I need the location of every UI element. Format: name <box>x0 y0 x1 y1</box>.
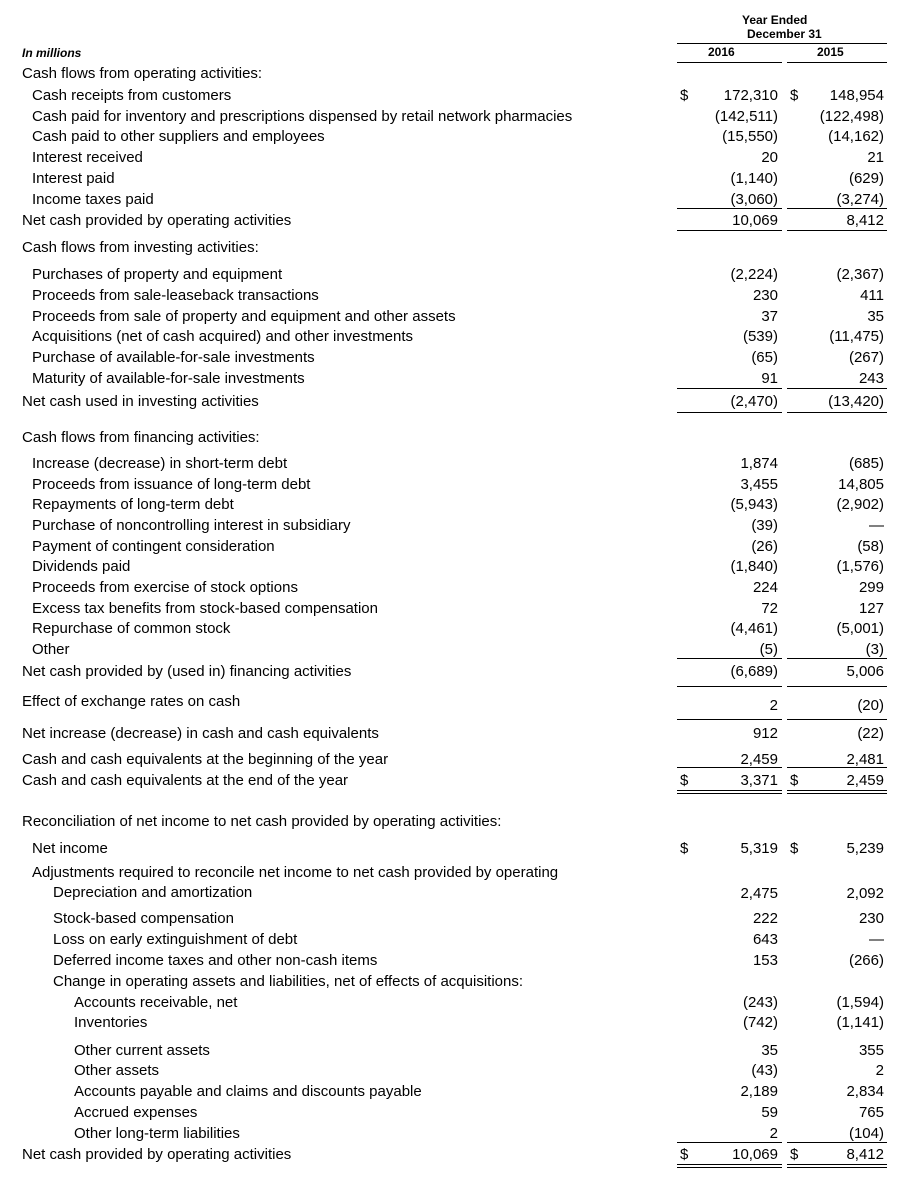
value-2016: 2 <box>769 1125 778 1142</box>
row-label: Net cash provided by (used in) financing activities <box>22 663 352 680</box>
value-2015: 148,954 <box>829 87 884 104</box>
value-2015: (5,001) <box>836 620 884 637</box>
value-2016: 1,874 <box>740 455 778 472</box>
row-label: Net cash used in investing activities <box>22 393 259 410</box>
value-2016: (1,840) <box>730 558 778 575</box>
value-2015: (1,594) <box>836 994 884 1011</box>
dollar-sign-2015: $ <box>790 840 799 857</box>
row-label: Accounts payable and claims and discounts payable <box>74 1083 422 1100</box>
value-2016: (2,224) <box>730 266 778 283</box>
row-label: Repayments of long-term debt <box>32 496 234 513</box>
row-label: Interest paid <box>32 170 115 187</box>
value-2015: (11,475) <box>829 328 884 345</box>
table-row <box>0 839 906 859</box>
value-2016: 35 <box>761 1042 778 1059</box>
row-label: Proceeds from sale of property and equipment and other assets <box>32 308 456 325</box>
value-2015: (122,498) <box>819 108 884 125</box>
row-label: Reconciliation of net income to net cash provided by operating activities: <box>22 813 502 830</box>
dollar-sign-2016: $ <box>680 840 689 857</box>
table-row <box>0 454 906 474</box>
table-row <box>0 599 906 619</box>
value-2016: (65) <box>751 349 778 366</box>
value-2015: (685) <box>848 455 884 472</box>
row-label: Accrued expenses <box>74 1104 198 1121</box>
value-2016: 5,319 <box>740 840 778 857</box>
rule-line <box>677 1164 782 1165</box>
value-2015: 35 <box>867 308 884 325</box>
row-label: Loss on early extinguishment of debt <box>53 931 298 948</box>
row-label: Cash flows from financing activities: <box>22 429 260 446</box>
value-2016: 10,069 <box>732 1146 778 1163</box>
value-2015: (22) <box>857 725 884 742</box>
rule-line <box>677 767 782 768</box>
table-row <box>0 619 906 639</box>
rule-line <box>677 1167 782 1168</box>
table-row <box>0 64 906 84</box>
rule-line <box>677 658 782 659</box>
value-2016: 230 <box>752 287 778 304</box>
header-col-2015: 2015 <box>817 45 844 59</box>
row-label: Adjustments required to reconcile net income to net cash provided by operating <box>32 864 559 881</box>
rule-line <box>677 412 782 413</box>
rule-line <box>787 719 887 720</box>
rule-line <box>787 767 887 768</box>
table-row <box>0 369 906 389</box>
rule-line <box>677 719 782 720</box>
value-2015: 230 <box>858 910 884 927</box>
value-2016: (243) <box>742 994 778 1011</box>
table-row <box>0 327 906 347</box>
value-2015: (104) <box>848 1125 884 1142</box>
value-2016: (1,140) <box>730 170 778 187</box>
table-row <box>0 286 906 306</box>
value-2016: 59 <box>761 1104 778 1121</box>
rule-line <box>787 686 887 687</box>
dollar-sign-2016: $ <box>680 87 689 104</box>
table-row <box>0 578 906 598</box>
value-2015: (629) <box>848 170 884 187</box>
row-label: Interest received <box>32 149 143 166</box>
row-label: Repurchase of common stock <box>32 620 231 637</box>
value-2015: — <box>869 517 884 534</box>
dollar-sign-2015: $ <box>790 87 799 104</box>
rule-line <box>787 1167 887 1168</box>
value-2016: 224 <box>752 579 778 596</box>
value-2015: 2,092 <box>846 885 884 902</box>
value-2016: (742) <box>742 1014 778 1031</box>
row-label: Cash receipts from customers <box>32 87 232 104</box>
row-label: Cash and cash equivalents at the beginning of the year <box>22 751 389 768</box>
row-label: Payment of contingent consideration <box>32 538 275 555</box>
value-2015: (2,902) <box>836 496 884 513</box>
table-row <box>0 557 906 577</box>
table-row <box>0 238 906 258</box>
table-row <box>0 392 906 412</box>
rule-line <box>787 1142 887 1143</box>
table-row <box>0 972 906 992</box>
table-row <box>0 771 906 791</box>
rule-line <box>787 208 887 209</box>
table-row <box>0 1041 906 1061</box>
row-label: Purchase of available-for-sale investments <box>32 349 315 366</box>
value-2015: 355 <box>858 1042 884 1059</box>
value-2016: (5,943) <box>730 496 778 513</box>
value-2016: 643 <box>752 931 778 948</box>
table-row <box>0 127 906 147</box>
rule-line <box>677 1142 782 1143</box>
value-2016: (142,511) <box>714 108 778 125</box>
value-2016: (43) <box>751 1062 778 1079</box>
value-2016: (539) <box>742 328 778 345</box>
table-row <box>0 812 906 832</box>
row-label: Change in operating assets and liabilities, net of effects of acquisitions: <box>53 973 524 990</box>
value-2015: (58) <box>857 538 884 555</box>
table-row <box>0 307 906 327</box>
row-label: Excess tax benefits from stock-based compensation <box>32 600 378 617</box>
value-2015: 765 <box>858 1104 884 1121</box>
row-label: Net cash provided by operating activities <box>22 212 292 229</box>
table-row <box>0 1145 906 1165</box>
value-2016: 10,069 <box>732 212 778 229</box>
row-label: Proceeds from exercise of stock options <box>32 579 298 596</box>
table-row <box>0 265 906 285</box>
table-row <box>0 190 906 210</box>
value-2016: (2,470) <box>730 393 778 410</box>
value-2015: 2 <box>875 1062 884 1079</box>
header-year-ended: Year Ended <box>742 13 808 27</box>
table-row <box>0 640 906 660</box>
rule-line <box>677 793 782 794</box>
value-2015: 5,006 <box>846 663 884 680</box>
row-label: Cash paid to other suppliers and employees <box>32 128 325 145</box>
table-row <box>0 348 906 368</box>
row-label: Other <box>32 641 70 658</box>
rule-line <box>677 230 782 231</box>
row-label: Inventories <box>74 1014 148 1031</box>
value-2016: 37 <box>761 308 778 325</box>
rule-line <box>677 686 782 687</box>
value-2015: (267) <box>848 349 884 366</box>
dollar-sign-2016: $ <box>680 1146 689 1163</box>
table-row <box>0 884 906 904</box>
table-row <box>0 909 906 929</box>
row-label: Proceeds from issuance of long-term debt <box>32 476 311 493</box>
table-row <box>0 724 906 744</box>
value-2016: 72 <box>761 600 778 617</box>
value-2015: (14,162) <box>828 128 884 145</box>
value-2016: 91 <box>761 370 778 387</box>
rule-line <box>787 388 887 389</box>
value-2016: (39) <box>751 517 778 534</box>
value-2016: (15,550) <box>722 128 778 145</box>
row-label: Increase (decrease) in short-term debt <box>32 455 288 472</box>
row-label: Proceeds from sale-leaseback transactions <box>32 287 319 304</box>
rule-line <box>787 793 887 794</box>
value-2015: (2,367) <box>836 266 884 283</box>
rule-line <box>787 1164 887 1165</box>
rule-line <box>677 208 782 209</box>
value-2015: 411 <box>860 287 884 304</box>
header-rule <box>677 43 887 44</box>
table-row <box>0 428 906 448</box>
row-label: Stock-based compensation <box>53 910 234 927</box>
value-2015: 21 <box>867 149 884 166</box>
table-row <box>0 107 906 127</box>
value-2016: (26) <box>751 538 778 555</box>
table-row <box>0 148 906 168</box>
value-2015: (13,420) <box>828 393 884 410</box>
dollar-sign-2015: $ <box>790 1146 799 1163</box>
row-label: Cash flows from operating activities: <box>22 65 263 82</box>
rule-line <box>787 230 887 231</box>
row-label: Cash and cash equivalents at the end of the year <box>22 772 349 789</box>
table-row <box>0 1082 906 1102</box>
value-2016: 172,310 <box>723 87 778 104</box>
value-2016: 222 <box>752 910 778 927</box>
table-row <box>0 1013 906 1033</box>
value-2015: 14,805 <box>838 476 884 493</box>
value-2015: 8,412 <box>846 212 884 229</box>
table-row <box>0 951 906 971</box>
value-2015: 2,481 <box>846 751 884 768</box>
table-row <box>0 211 906 231</box>
value-2016: 2,475 <box>740 885 778 902</box>
header-rule-2015 <box>787 62 887 63</box>
value-2015: 299 <box>858 579 884 596</box>
rule-line <box>677 388 782 389</box>
rule-line <box>787 412 887 413</box>
header-december: December 31 <box>747 27 822 41</box>
value-2016: (3,060) <box>730 191 778 208</box>
value-2015: 243 <box>858 370 884 387</box>
row-label: Other long-term liabilities <box>74 1125 240 1142</box>
table-row <box>0 696 906 716</box>
value-2016: 2,189 <box>740 1083 778 1100</box>
value-2016: 3,455 <box>740 476 778 493</box>
row-label: Other assets <box>74 1062 160 1079</box>
table-row <box>0 1103 906 1123</box>
table-row <box>0 495 906 515</box>
table-row <box>0 516 906 536</box>
value-2016: 153 <box>752 952 778 969</box>
table-row <box>0 1061 906 1081</box>
header-col-2016: 2016 <box>708 45 735 59</box>
value-2015: (20) <box>857 697 884 714</box>
rule-line <box>787 790 887 791</box>
row-label: Depreciation and amortization <box>53 884 253 901</box>
value-2015: 2,459 <box>846 772 884 789</box>
row-label: Deferred income taxes and other non-cash items <box>53 952 378 969</box>
row-label: Accounts receivable, net <box>74 994 238 1011</box>
dollar-sign-2015: $ <box>790 772 799 789</box>
units-label: In millions <box>22 46 82 60</box>
table-row <box>0 863 906 883</box>
rule-line <box>677 790 782 791</box>
table-row <box>0 930 906 950</box>
row-label: Purchases of property and equipment <box>32 266 283 283</box>
value-2016: (5) <box>759 641 778 658</box>
value-2016: 3,371 <box>740 772 778 789</box>
value-2015: (1,576) <box>836 558 884 575</box>
value-2015: (3) <box>865 641 884 658</box>
value-2015: (266) <box>848 952 884 969</box>
table-row <box>0 993 906 1013</box>
value-2015: — <box>869 931 884 948</box>
table-row <box>0 86 906 106</box>
row-label: Purchase of noncontrolling interest in subsidiary <box>32 517 351 534</box>
value-2016: 2 <box>769 697 778 714</box>
value-2015: 2,834 <box>846 1083 884 1100</box>
value-2016: 2,459 <box>740 751 778 768</box>
table-row <box>0 662 906 682</box>
row-label: Cash flows from investing activities: <box>22 239 259 256</box>
value-2016: (4,461) <box>730 620 778 637</box>
dollar-sign-2016: $ <box>680 772 689 789</box>
value-2015: (3,274) <box>836 191 884 208</box>
table-row <box>0 1124 906 1144</box>
row-label: Maturity of available-for-sale investments <box>32 370 305 387</box>
rule-line <box>787 658 887 659</box>
row-label: Income taxes paid <box>32 191 154 208</box>
value-2015: (1,141) <box>836 1014 884 1031</box>
value-2016: 912 <box>752 725 778 742</box>
value-2015: 5,239 <box>846 840 884 857</box>
value-2016: (6,689) <box>730 663 778 680</box>
row-label: Net income <box>32 840 108 857</box>
row-label: Cash paid for inventory and prescriptions dispensed by retail network pharmacies <box>32 108 573 125</box>
row-label: Effect of exchange rates on cash <box>22 693 241 710</box>
row-label: Net increase (decrease) in cash and cash equivalents <box>22 725 379 742</box>
value-2015: 8,412 <box>846 1146 884 1163</box>
row-label: Dividends paid <box>32 558 131 575</box>
header-rule-2016 <box>677 62 782 63</box>
row-label: Other current assets <box>74 1042 210 1059</box>
table-row <box>0 537 906 557</box>
row-label: Acquisitions (net of cash acquired) and other investments <box>32 328 414 345</box>
table-row <box>0 169 906 189</box>
row-label: Net cash provided by operating activities <box>22 1146 292 1163</box>
value-2016: 20 <box>761 149 778 166</box>
table-row <box>0 475 906 495</box>
value-2015: 127 <box>858 600 884 617</box>
